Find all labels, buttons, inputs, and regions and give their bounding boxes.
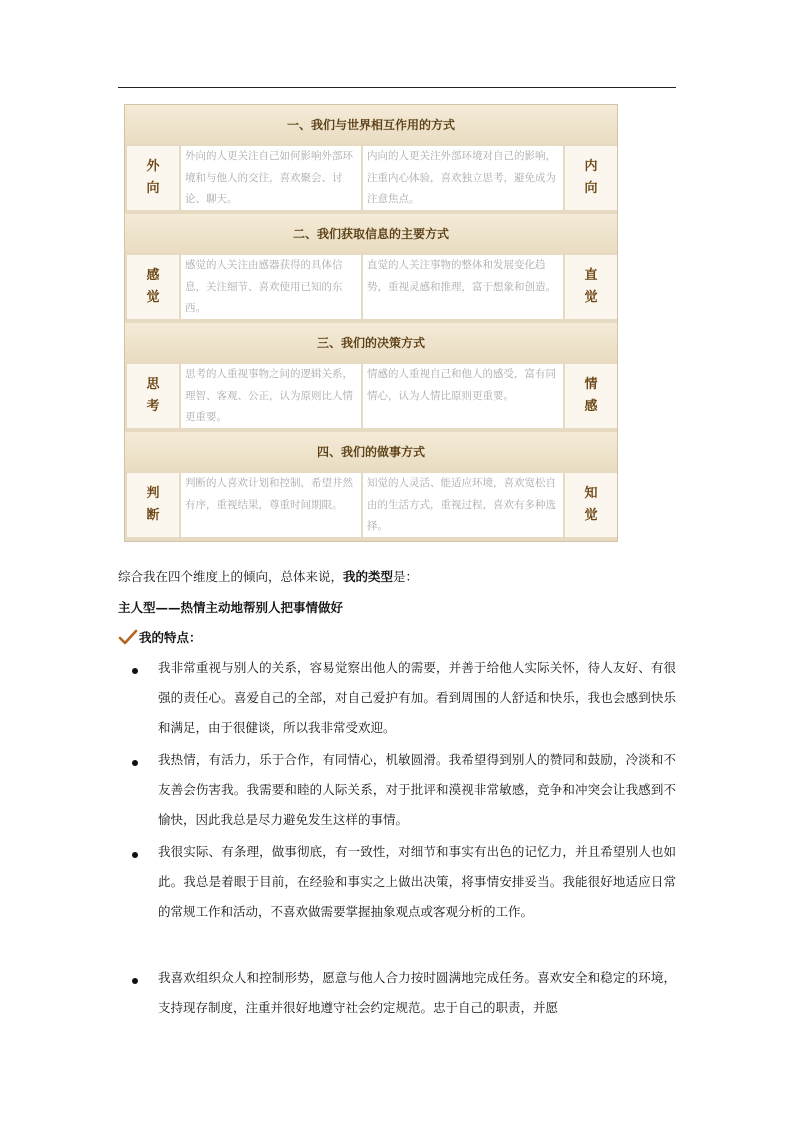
left-preference-label: 感 觉: [127, 255, 179, 319]
traits-heading: 我的特点：: [118, 628, 202, 646]
type-intro-bold: 我的类型: [343, 569, 394, 584]
check-icon: [118, 629, 138, 645]
mbti-dimensions-table: [124, 104, 618, 542]
list-item: 我很实际、有条理，做事彻底，有一致性，对细节和事实有出色的记忆力，并且希望别人也如此。我总是着眼于目前，在经验和事实之上做出决策，将事情安排妥当。我能很好地适应日常的常规工作和活动，不喜欢做需要掌握抽象观点或客观分析的工作。: [158, 844, 676, 919]
dimension-row: [125, 253, 617, 321]
list-item: 我热情，有活力，乐于合作，有同情心，机敏圆滑。我希望得到别人的赞同和鼓励，冷淡和不友善会伤害我。我需要和睦的人际关系，对于批评和漠视非常敏感，竞争和冲突会让我感到不愉快，因此我总是尽力避免发生这样的事情。: [158, 752, 676, 827]
right-preference-label: 直 觉: [565, 255, 617, 319]
right-preference-label: 情 感: [565, 364, 617, 428]
right-preference-description: 情感的人重视自己和他人的感受，富有同情心，认为人情比原则更重要。: [363, 364, 563, 428]
personality-type-title: 主人型——热情主动地帮别人把事情做好: [118, 600, 344, 615]
right-preference-description: 知觉的人灵活、能适应环境，喜欢宽松自由的生活方式，重视过程，喜欢有多种选择。: [363, 473, 563, 537]
bullet-dot-icon: [132, 760, 138, 766]
header-rule: [118, 87, 676, 88]
dimension-header: 四、我们的做事方式: [125, 432, 617, 471]
left-preference-label: 判 断: [127, 473, 179, 537]
dimension-row: [125, 471, 617, 539]
list-item: 我非常重视与别人的关系，容易觉察出他人的需要，并善于给他人实际关怀，待人友好、有很强的责任心。喜爱自己的全部，对自己爱护有加。看到周围的人舒适和快乐，我也会感到快乐和满足，由于很健谈，所以我非常受欢迎。: [158, 660, 676, 735]
type-intro-sentence: 综合我在四个维度上的倾向，总体来说，我的类型是：: [118, 569, 419, 584]
list-item: 我喜欢组织众人和控制形势，愿意与他人合力按时圆满地完成任务。喜欢安全和稳定的环境，支持现存制度，注重并很好地遵守社会约定规范。忠于自己的职责，并愿: [158, 970, 676, 1015]
left-preference-description: 感觉的人关注由感器获得的具体信息，关注细节、喜欢使用已知的东西。: [181, 255, 361, 319]
bullet-dot-icon: [132, 852, 138, 858]
dimension-header: 一、我们与世界相互作用的方式: [125, 105, 617, 144]
left-preference-description: 外向的人更关注自己如何影响外部环境和与他人的交往，喜欢聚会、讨论、聊天。: [181, 146, 361, 210]
right-preference-label: 知 觉: [565, 473, 617, 537]
right-preference-label: 内 向: [565, 146, 617, 210]
bullet-dot-icon: [132, 668, 138, 674]
dimension-row: [125, 362, 617, 430]
left-preference-label: 思 考: [127, 364, 179, 428]
dimension-header: 三、我们的决策方式: [125, 323, 617, 362]
bullet-dot-icon: [132, 978, 138, 984]
dimension-row: [125, 144, 617, 212]
right-preference-description: 直觉的人关注事物的整体和发展变化趋势，重视灵感和推理，富于想象和创造。: [363, 255, 563, 319]
left-preference-label: 外 向: [127, 146, 179, 210]
right-preference-description: 内向的人更关注外部环境对自己的影响，注重内心体验，喜欢独立思考，避免成为注意焦点。: [363, 146, 563, 210]
dimension-header: 二、我们获取信息的主要方式: [125, 214, 617, 253]
left-preference-description: 判断的人喜欢计划和控制，希望井然有序，重视结果，尊重时间期限。: [181, 473, 361, 537]
left-preference-description: 思考的人重视事物之间的逻辑关系，理智、客观、公正，认为原则比人情更重要。: [181, 364, 361, 428]
